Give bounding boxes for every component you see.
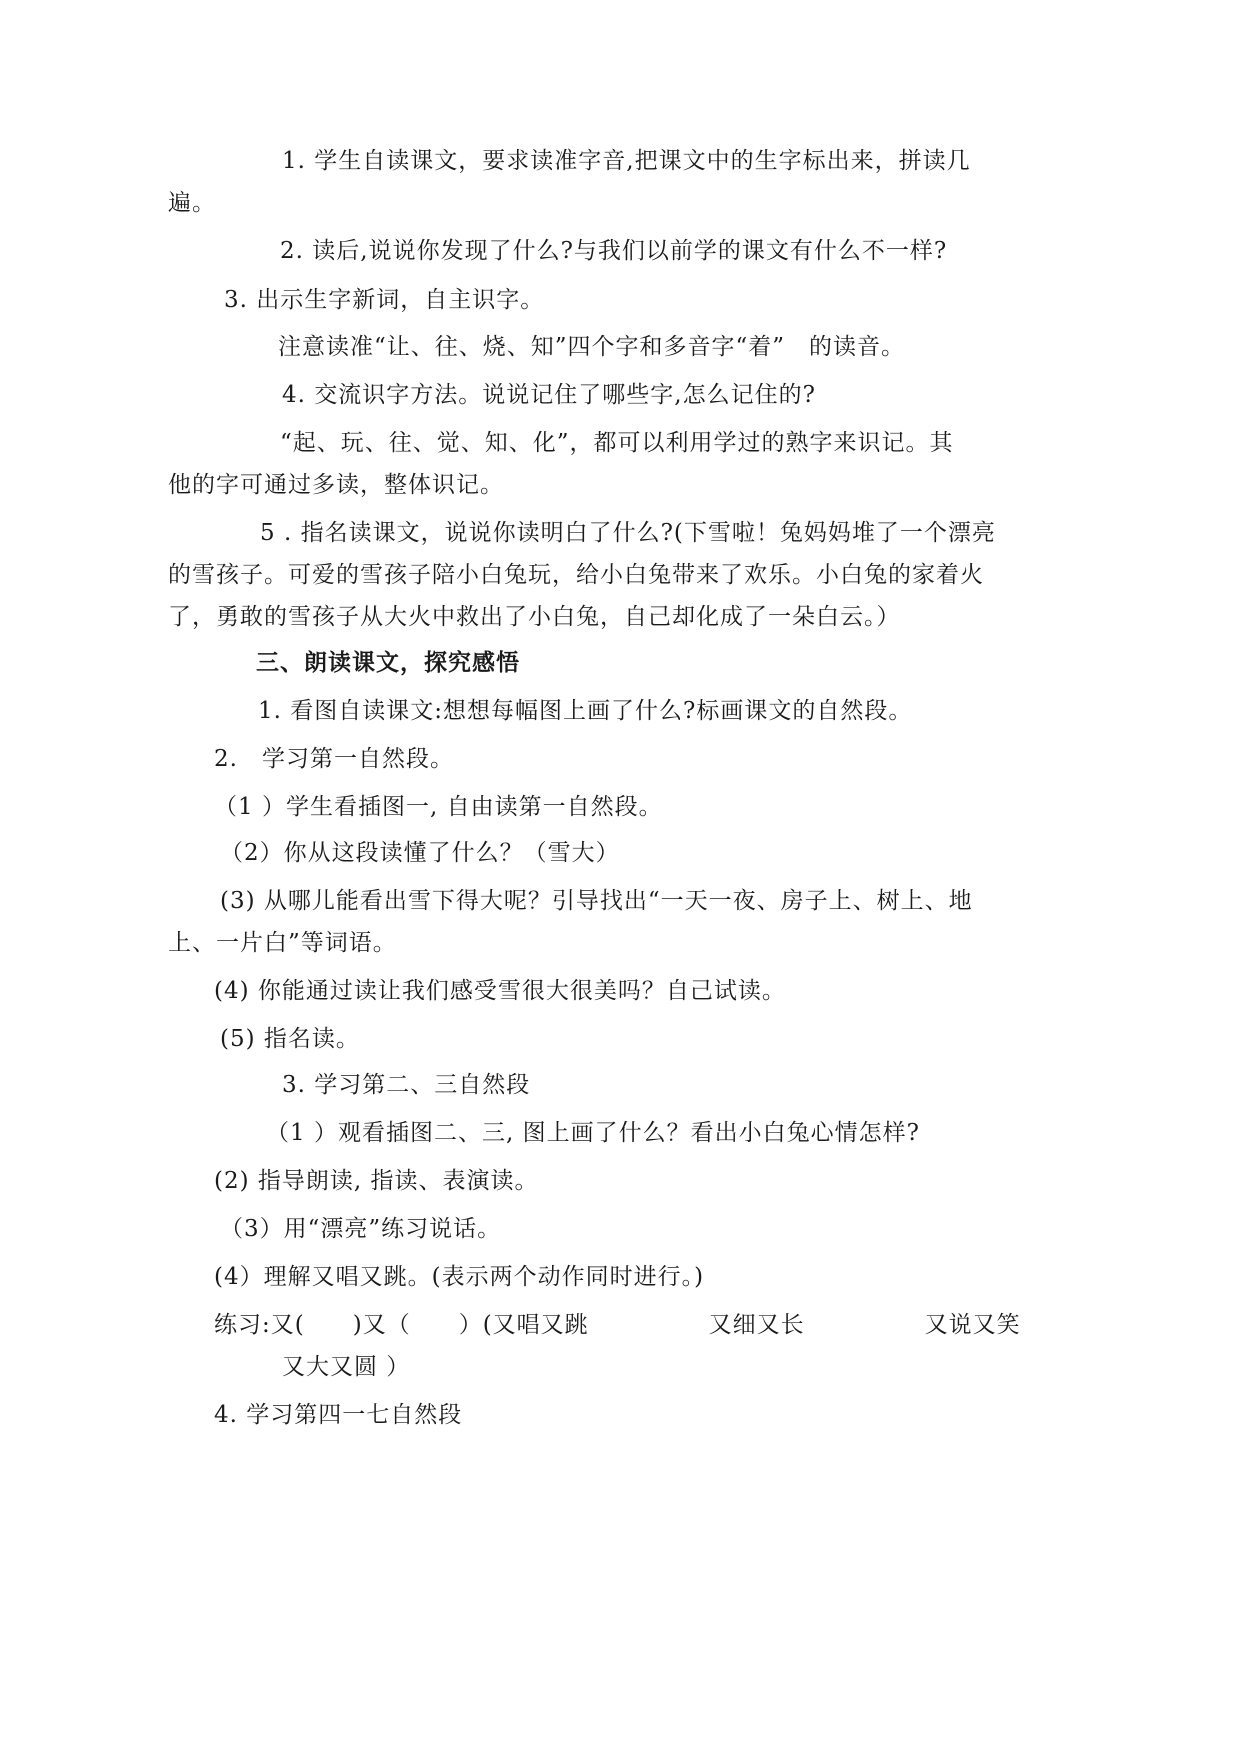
paragraph-line: 3. 出示生字新词，自主识字。 (224, 287, 545, 313)
paragraph-line: （3）用“漂亮”练习说话。 (220, 1216, 502, 1242)
paragraph-line: (4) 你能通过读让我们感受雪很大很美吗？自己试读。 (214, 978, 786, 1004)
paragraph-line: 2. 学习第一自然段。 (214, 746, 454, 772)
section-heading: 三、朗读课文，探究感悟 (256, 649, 520, 676)
paragraph-line: 3. 学习第二、三自然段 (282, 1072, 531, 1098)
paragraph-line: 4. 学习第四一七自然段 (214, 1402, 463, 1428)
paragraph-line: (2) 指导朗读, 指读、表演读。 (214, 1168, 539, 1194)
paragraph-line: 注意读准“让、往、烧、知”四个字和多音字“着” 的读音。 (278, 334, 906, 360)
exercise-line: 练习:又( )又（ ）(又唱又跳 又细又长 又说又笑 (214, 1312, 1021, 1338)
paragraph-line: (5) 指名读。 (220, 1026, 360, 1052)
paragraph-line: “起、玩、往、觉、知、化”，都可以利用学过的熟字来识记。其 (280, 430, 954, 456)
paragraph-line: 2. 读后,说说你发现了什么?与我们以前学的课文有什么不一样? (280, 238, 948, 264)
paragraph-line: 上、一片白”等词语。 (168, 930, 397, 956)
paragraph-line: 的雪孩子。可爱的雪孩子陪小白兔玩，给小白兔带来了欢乐。小白兔的家着火 (168, 562, 984, 588)
paragraph-line: 他的字可通过多读，整体识记。 (168, 472, 504, 498)
paragraph-line: 遍。 (168, 190, 216, 216)
paragraph-line: （1 ）观看插图二、三, 图上画了什么？看出小白兔心情怎样? (266, 1120, 920, 1146)
paragraph-line: (4）理解又唱又跳。(表示两个动作同时进行。) (214, 1264, 705, 1290)
paragraph-line: （1 ）学生看插图一, 自由读第一自然段。 (214, 794, 663, 820)
paragraph-line: 4. 交流识字方法。说说记住了哪些字,怎么记住的? (282, 382, 816, 408)
paragraph-line: 1. 学生自读课文，要求读准字音,把课文中的生字标出来，拼读几 (282, 148, 971, 174)
paragraph-line: 1. 看图自读课文:想想每幅图上画了什么?标画课文的自然段。 (258, 698, 913, 724)
paragraph-line: 了，勇敢的雪孩子从大火中救出了小白兔，自己却化成了一朵白云。） (168, 604, 901, 630)
paragraph-line: 5 . 指名读课文，说说你读明白了什么?(下雪啦！兔妈妈堆了一个漂亮 (260, 520, 996, 546)
paragraph-line: (3) 从哪儿能看出雪下得大呢？引导找出“一天一夜、房子上、树上、地 (220, 888, 973, 914)
paragraph-line: （2）你从这段读懂了什么？（雪大） (220, 840, 620, 866)
exercise-line: 又大又圆 ） (282, 1354, 411, 1380)
